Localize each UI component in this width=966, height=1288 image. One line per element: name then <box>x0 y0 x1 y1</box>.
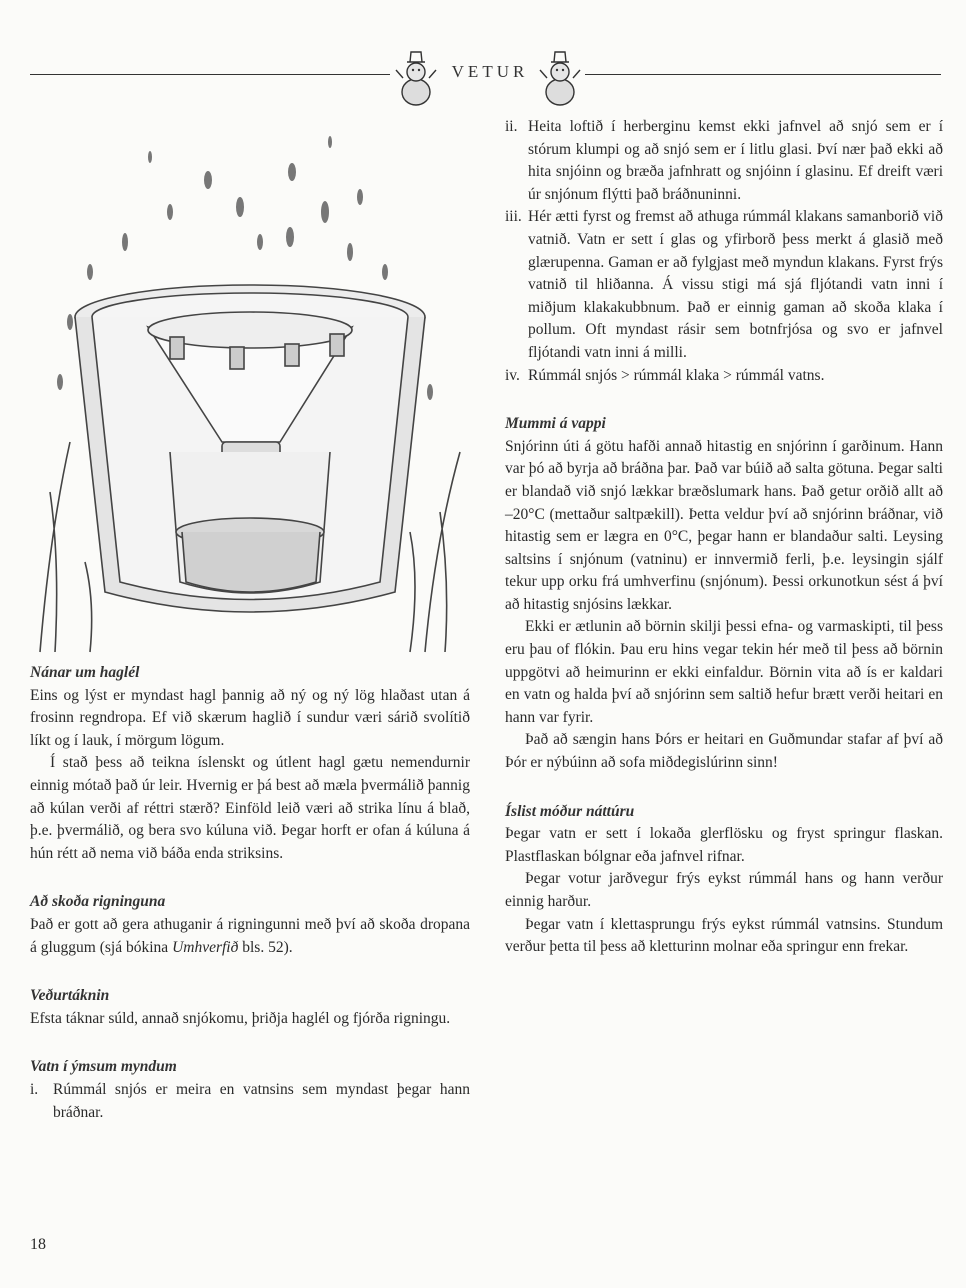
list-number: ii. <box>505 118 518 135</box>
paragraph: Þegar vatn er sett í lokaða glerflösku og fryst springur flaskan. Plastflaskan bólgnar eða jafnvel rifnar. <box>505 825 943 865</box>
page-number: 18 <box>30 1236 46 1253</box>
section-heading: Vatn í ýmsum myndum <box>30 1058 177 1076</box>
book-title: Umhverfið <box>172 938 239 956</box>
list-item <box>505 206 943 364</box>
section-title: VETUR <box>451 62 529 81</box>
paragraph: Það að sængin hans Þórs er heitari en Guðmundar stafar af því að Þór er nýbúinn að sofa miðdegislúrinn sinn! <box>505 731 943 772</box>
list-text: Rúmmál snjós > rúmmál klaka > rúmmál vatns. <box>528 366 825 384</box>
list-text: Hér ætti fyrst og fremst að athuga rúmmál klakans samanborið við vatnið. Vatn er sett í glas og yfirborð þess merkt á glasið með glærupenna. Gaman er að fylgjast með myndun klakans. Fyrst frýs vatnið til hliðanna. Á vissu stigi má sjá fljótandi vatn inni í miðjum klakakubbnum. Það er einnig gaman að skoða klaka í pollum. Oft myndast rásir sem botnfrjósa og svo er jafnvel fljótandi vatn inni á milli. <box>528 208 943 361</box>
paragraph: Það er gott að gera athuganir á rigningunni með því að skoða dropana á gluggum (sjá bókina Umhverfið bls. 52). <box>30 915 470 956</box>
left-column <box>30 662 470 1124</box>
section-heading: Íslist móður náttúru <box>505 802 635 820</box>
section-heading: Veðurtáknin <box>30 987 110 1005</box>
funnel-collector-icon <box>30 112 470 654</box>
paragraph: Snjórinn úti á götu hafði annað hitastig en snjórinn í garðinum. Hann var þó að byrja að bráðna þar. Það var búið að salta götuna. Þegar salti er blandað við snjó lækkar bræðslumark hans. Það getur orðið allt að –20°C (mettaður saltpækill). Þetta veldur því að snjórinn bráðnar, við hitastig sem er lægra en 0°C, þegar hann er blandaður salti. Leysing saltsins í snjónum (vatninu) er innvermið ferli, þ.e. leysingin sjálf tekur upp orku frá umhverfinu (snjónum). Þessi orkunotkun sést á því að hitastig snjósins lækkar. <box>505 437 943 613</box>
list-text: Heita loftið í herberginu kemst ekki jafnvel að snjó sem er í stórum klumpi og að snjó sem er í litlu glasi. Því nær það ekki að hita snjóinn og bræða jafnhratt og snjóinn í glasinu. Ef dreift væri úr snjónum flýtti það bráðnuninni. <box>528 118 943 203</box>
list-number: i. <box>30 1080 39 1098</box>
list-item <box>505 365 943 388</box>
header-rule-right <box>585 74 941 75</box>
list-item <box>505 116 943 206</box>
list-item <box>30 1079 470 1124</box>
list-text: Rúmmál snjós er meira en vatnsins sem myndast þegar hann bráðnar. <box>53 1080 470 1121</box>
paragraph: Ekki er ætlunin að börnin skilji þessi efna- og varmaskipti, til þess eru þau of flókin. Þau eru hins vegar tekin hér með til þess að börnin uppgötvi að heimurinn er ekki einfaldur. Börnin vita að ís er kaldari en vatn og halda því að snjórinn sem saltið hefur brætt verði heitari en hann var fyrir. <box>505 618 943 726</box>
header-rule-left <box>30 74 390 75</box>
section-heading: Nánar um haglél <box>30 664 140 681</box>
section-heading: Mummi á vappi <box>505 415 606 433</box>
section-heading: Að skoða rigninguna <box>30 893 166 911</box>
paragraph: Þegar vatn í klettasprungu frýs eykst rúmmál vatnsins. Stundum verður þetta til þess að kletturinn molnar eða springur enn frekar. <box>505 915 943 956</box>
snowman-icon <box>394 46 438 108</box>
paragraph: Þegar votur jarðvegur frýs eykst rúmmál hans og hann verður einnig harður. <box>505 870 943 910</box>
list-number: iii. <box>505 208 522 226</box>
snowman-icon <box>538 46 582 108</box>
paragraph: Í stað þess að teikna íslenskt og útlent hagl gætu nemendurnir einnig mótað það úr leir. Hvernig er þá best að mæla þvermálið þannig að kúlan verði af réttri stærð? Einföld leið væri að strika línu á blað, þ.e. þvermálið, og bera svo kúluna við. Þegar horft er ofan á kúluna á hún rétt að nema við báða enda striksins. <box>30 754 470 862</box>
right-column <box>505 116 943 959</box>
list-number: iv. <box>505 366 520 384</box>
paragraph: Efsta táknar súld, annað snjókomu, þriðja haglél og fjórða rigningu. <box>30 1009 451 1027</box>
paragraph: Eins og lýst er myndast hagl þannig að ný og ný lög hlaðast utan á frosinn regndropa. Ef við skærum haglið í sundur væri sárið svolítið líkt og í lauk, í mörgum lögum. <box>30 686 470 749</box>
